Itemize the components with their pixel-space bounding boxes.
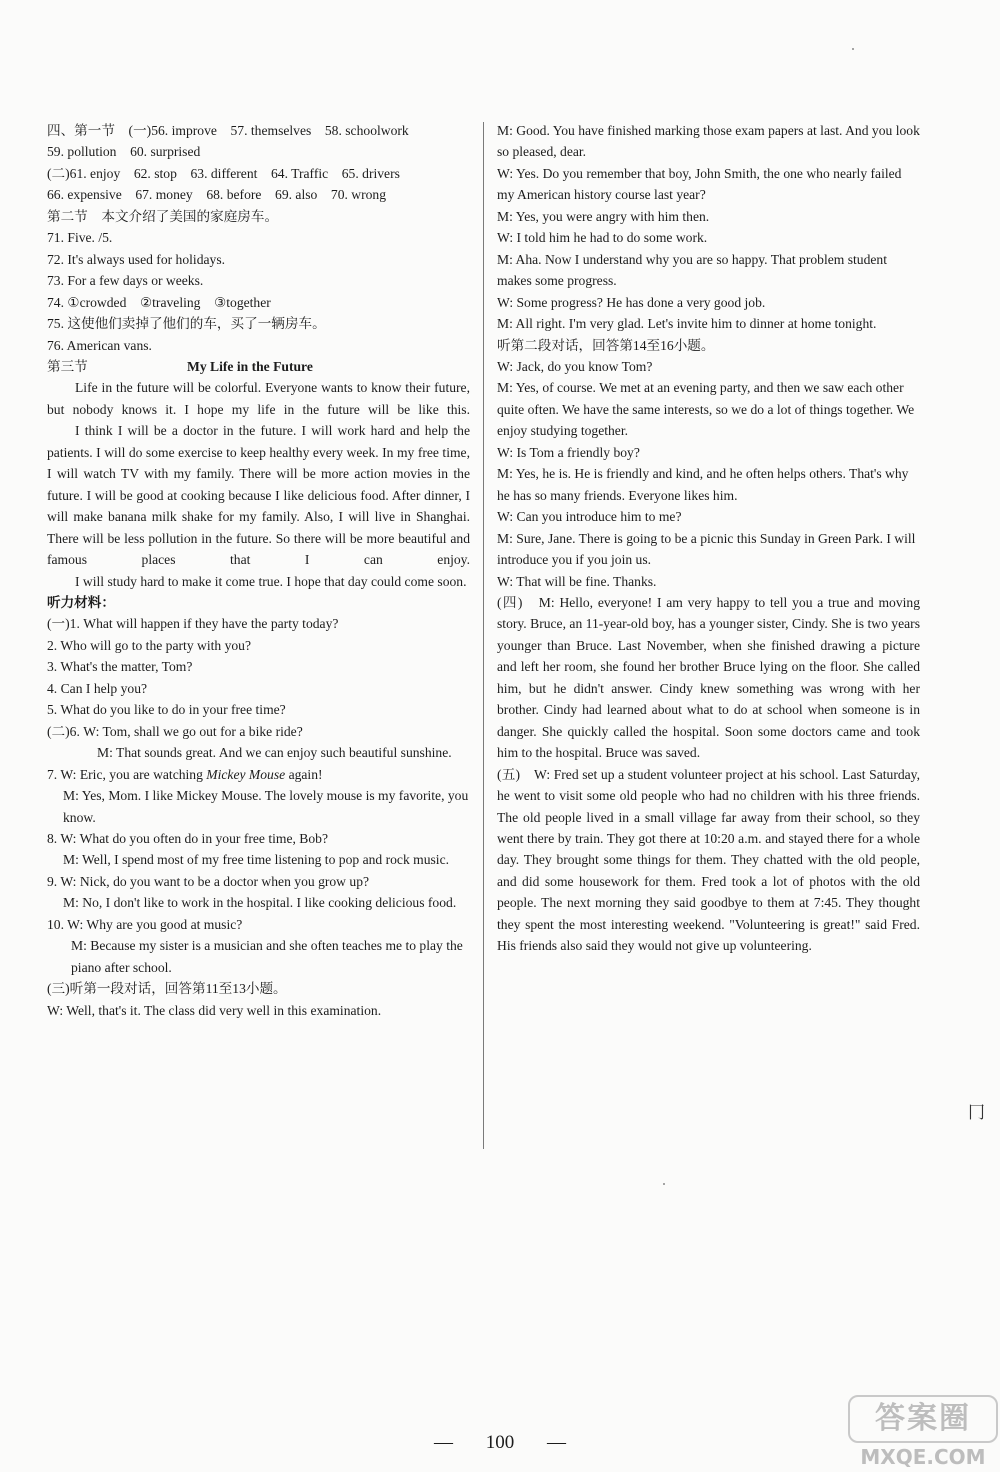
- question-line: 3. What's the matter, Tom?: [47, 659, 193, 675]
- answer-line: 71. Five. /5.: [47, 230, 113, 246]
- dialogue-line: M: All right. I'm very glad. Let's invite him to dinner at home tonight.: [497, 316, 877, 332]
- answer-line: (二)61. enjoy 62. stop 63. different 64. Traffic 65. drivers: [47, 165, 400, 181]
- answer-line: 76. American vans.: [47, 337, 152, 353]
- dialogue-line: M: No, I don't like to work in the hospital. I like cooking delicious food.: [63, 895, 457, 911]
- watermark-logo: [848, 1395, 998, 1471]
- column-divider: [483, 122, 484, 1149]
- dialogue-line: 10. W: Why are you good at music?: [47, 916, 243, 932]
- dialogue-line: [47, 764, 470, 785]
- dialogue-line: W: That will be fine. Thanks.: [497, 573, 657, 589]
- watermark-text: 答案圈: [848, 1395, 998, 1443]
- scan-speck: [663, 1183, 665, 1185]
- section-label: 第三节: [47, 358, 88, 374]
- essay-paragraph: I will study hard to make it come true. I hope that day could come soon.: [75, 573, 467, 589]
- dialogue-line: M: That sounds great. And we can enjoy such beautiful sunshine.: [97, 745, 452, 761]
- dialogue-line: M: Because my sister is a musician and she often teaches me to play the piano after school.: [71, 938, 463, 975]
- right-column: [497, 120, 920, 957]
- question-line: (一)1. What will happen if they have the party today?: [47, 616, 339, 632]
- dialogue-line: M: Yes, of course. We met at an evening party, and then we saw each other quite often. We have the same interests, so we do a lot of things together. We enjoy studying together.: [497, 380, 915, 439]
- dialogue-line: 9. W: Nick, do you want to be a doctor when you grow up?: [47, 873, 370, 889]
- question-line: 2. Who will go to the party with you?: [47, 637, 252, 653]
- answer-line: 59. pollution 60. surprised: [47, 144, 201, 160]
- watermark-url: MXQE.COM: [860, 1445, 986, 1469]
- answer-line: 75. 这使他们卖掉了他们的车，买了一辆房车。: [47, 316, 326, 332]
- footer-dash: —: [547, 1432, 566, 1453]
- dialogue-line: W: Is Tom a friendly boy?: [497, 444, 640, 460]
- dialogue-line: M: Well, I spend most of my free time listening to pop and rock music.: [63, 852, 450, 868]
- dialogue-heading: (三)听第一段对话，回答第11至13小题。: [47, 981, 287, 997]
- answer-line: 四、第一节 (一)56. improve 57. themselves 58. schoolwork: [47, 123, 409, 138]
- question-line: 5. What do you like to do in your free time?: [47, 702, 286, 718]
- show-title: Mickey Mouse: [206, 766, 286, 782]
- dialogue-line: W: I told him he had to do some work.: [497, 230, 708, 246]
- monologue-paragraph: (五) W: Fred set up a student volunteer project at his school. Last Saturday, he went to visit some old people who had no children with his three friends. The old people lived in a small village far away from their school, so they went there by train. They got there at 10:20 a.m. and stayed there for a whole day. They brought some things for them. They chatted with the old people, and did some housework for them. Fred took a lot of photos with the old people. The next morning they said goodbye to them at 7:45. They thought they spent the most interesting weekend. "Volunteering is great!" said Fred. His friends also said they would not give up volunteering.: [497, 766, 920, 954]
- footer-dash: —: [434, 1432, 453, 1453]
- margin-mark: 冂: [968, 1103, 985, 1122]
- page-number: 100: [485, 1432, 515, 1453]
- essay-heading: [47, 356, 470, 377]
- dialogue-line: M: Sure, Jane. There is going to be a picnic this Sunday in Green Park. I will introduce you if you join us.: [497, 530, 916, 568]
- answer-line: 72. It's always used for holidays.: [47, 251, 226, 267]
- listening-heading: 听力材料：: [47, 594, 115, 610]
- dialogue-line: M: Aha. Now I understand why you are so happy. That problem student makes some progress.: [497, 251, 887, 289]
- dialogue-line: W: Jack, do you know Tom?: [497, 358, 653, 374]
- essay-paragraph: I think I will be a doctor in the future. I will work hard and help the patients. I will do some exercise to keep healthy every week. In my free time, I will watch TV with my family. There will be more action movies in the future. I will be good at cooking because I like delicious food. After dinner, I will make banana milk shake for my family. Also, I will live in Shanghai. There will be less pollution in the future. So there will be more beautiful and famous places that I can enjoy.: [47, 423, 470, 568]
- dialogue-line: 8. W: What do you often do in your free time, Bob?: [47, 830, 329, 846]
- answer-line: 74. ①crowded ②traveling ③together: [47, 294, 271, 310]
- monologue-paragraph: (四) M: Hello, everyone! I am very happy to tell you a true and moving story. Bruce, an 11-year-old boy, has a younger sister, Cindy. She is two years younger than Bruce. Last November, when she finished drawing a picture and left her room, she found her brother Bruce lying on the floor. She called him, but he didn't answer. Cindy knew something was wrong with her brother. Cindy had learned about what to do at school when someone is in danger. She quickly called the hospital. Soon some doctors came and took him to the hospital. Bruce was saved.: [497, 594, 920, 761]
- essay-paragraph: Life in the future will be colorful. Everyone wants to know their future, but nobody knows it. I hope my life in the future will be like this.: [47, 380, 470, 417]
- dialogue-line: M: Yes, he is. He is friendly and kind, and he often helps others. That's why he has so many friends. Everyone likes him.: [497, 466, 909, 503]
- dialogue-text: again!: [285, 766, 323, 782]
- dialogue-line: W: Can you introduce him to me?: [497, 509, 682, 525]
- answer-line: 73. For a few days or weeks.: [47, 273, 204, 289]
- scan-speck: [852, 48, 854, 50]
- essay-title: My Life in the Future: [187, 358, 313, 374]
- dialogue-text: 7. W: Eric, you are watching: [47, 766, 207, 782]
- dialogue-line: W: Yes. Do you remember that boy, John Smith, the one who nearly failed my American history course last year?: [497, 165, 902, 203]
- dialogue-line: W: Well, that's it. The class did very well in this examination.: [47, 1002, 382, 1018]
- section-heading: 第二节 本文介绍了美国的家庭房车。: [47, 208, 279, 224]
- dialogue-line: (二)6. W: Tom, shall we go out for a bike ride?: [47, 723, 303, 739]
- question-line: 4. Can I help you?: [47, 680, 148, 696]
- dialogue-line: M: Yes, you were angry with him then.: [497, 208, 710, 224]
- dialogue-line: M: Good. You have finished marking those exam papers at last. And you look so pleased, dear.: [497, 123, 920, 160]
- dialogue-line: W: Some progress? He has done a very good job.: [497, 294, 766, 310]
- dialogue-heading: 听第二段对话，回答第14至16小题。: [497, 337, 715, 353]
- answer-line: 66. expensive 67. money 68. before 69. also 70. wrong: [47, 187, 387, 203]
- left-column: [47, 120, 470, 1021]
- dialogue-line: M: Yes, Mom. I like Mickey Mouse. The lovely mouse is my favorite, you know.: [63, 788, 469, 825]
